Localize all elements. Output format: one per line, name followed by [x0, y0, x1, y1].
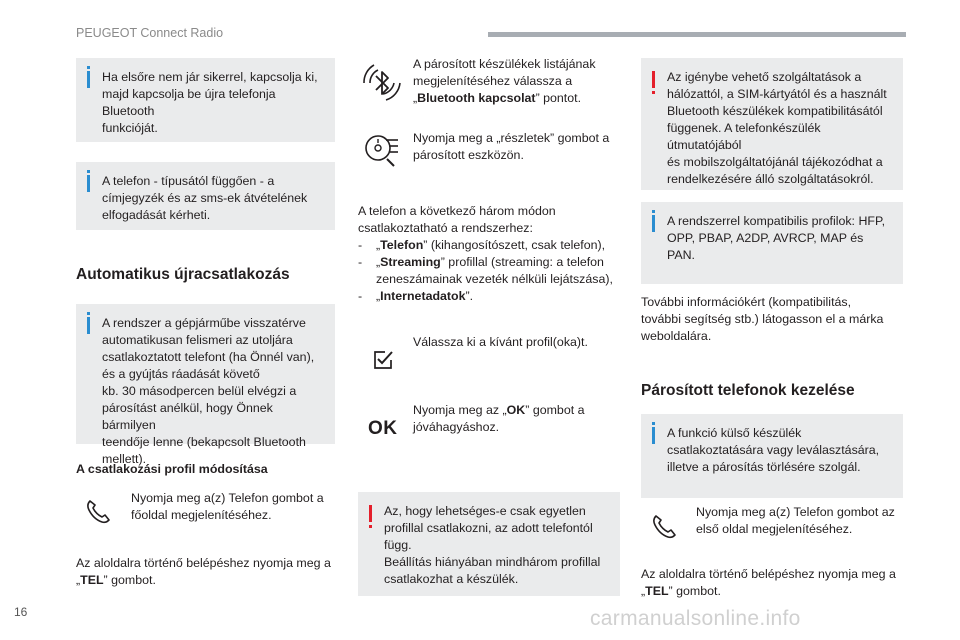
warning-icon [369, 505, 372, 522]
details-icon [362, 130, 402, 170]
details-instruction: Nyomja meg a „részletek” gombot a párosított eszközön. [413, 131, 610, 162]
info-icon [87, 71, 90, 88]
watermark: carmanualsonline.info [590, 607, 801, 630]
info-note-auto-reconnect [76, 304, 335, 466]
warning-icon [652, 71, 655, 88]
warning-note-text: Az igénybe vehető szolgáltatások a hálózattól, a SIM-kártyától és a használt Bluetooth készülékek kompatibilitásától függenek. A telefonkészülék útmutatójából és mobilszolgáltatójánál tájékozódhat a rendelkezésére álló szolgáltatásokról. [667, 70, 887, 186]
info-note-bluetooth-retry [76, 58, 335, 142]
tel-instruction-right [641, 566, 913, 600]
select-profile-instruction: Válassza ki a kívánt profil(oka)t. [413, 335, 588, 349]
page-number: 16 [14, 605, 28, 619]
section-heading-auto-reconnect: Automatikus újracsatlakozás [76, 266, 290, 283]
phone-icon [650, 512, 678, 540]
phone-button-instruction: Nyomja meg a(z) Telefon gombot a főoldal megjelenítéséhez. [131, 491, 324, 522]
profile-item: - „Internetadatok”. [358, 288, 620, 305]
info-note-text: A rendszerrel kompatibilis profilok: HFP, OPP, PBAP, A2DP, AVRCP, MAP és PAN. [667, 214, 886, 262]
warning-note-profiles [358, 492, 620, 596]
tel-bold: TEL [645, 584, 669, 598]
info-note-manage-pairing [641, 414, 903, 498]
ok-icon: OK [368, 418, 398, 439]
more-info-text: További információkért (kompatibilitás, további segítség stb.) látogasson el a márka weboldalára. [641, 295, 884, 343]
tel-text-prefix: Az aloldalra történő belépéshez nyomja meg a „ [641, 567, 896, 598]
profiles-list [358, 237, 620, 305]
info-icon [652, 215, 655, 232]
info-note-compatible-profiles [641, 202, 903, 284]
info-icon [87, 175, 90, 192]
bt-bold: Bluetooth kapcsolat [417, 91, 536, 105]
info-note-contacts [76, 162, 335, 230]
bt-suffix: ” pontot. [535, 91, 582, 105]
info-note-text: A funkció külső készülék csatlakoztatására vagy leválasztására, illetve a párosítás törlésére szolgál. [667, 426, 880, 474]
info-note-text: A telefon - típusától függően - a címjegyzék és az sms-ek átvételének elfogadását kérheti. [102, 174, 308, 222]
ok-instruction [413, 402, 618, 436]
ok-bold: OK [506, 403, 526, 417]
tel-text-prefix: Az aloldalra történő belépéshez nyomja meg a „ [76, 556, 331, 587]
warning-note-services [641, 58, 903, 190]
subheading-profile-change: A csatlakozási profil módosítása [76, 462, 268, 476]
header-bar [488, 32, 906, 37]
profile-item: - „Streaming” profillal (streaming: a telefon zeneszámainak vezeték nélküli lejátszása), [358, 254, 620, 288]
tel-bold: TEL [80, 573, 104, 587]
bt-prefix: A párosított készülékek listájának megjelenítéséhez válassza a „ [413, 57, 596, 105]
bluetooth-icon [360, 61, 404, 105]
profiles-intro: A telefon a következő három módon csatlakoztatható a rendszerhez: [358, 204, 556, 235]
checkbox-icon [372, 349, 394, 371]
bluetooth-connection-instruction [413, 56, 618, 107]
info-note-text: Ha elsőre nem jár sikerrel, kapcsolja ki, majd kapcsolja be újra telefonja Bluetooth funkcióját. [102, 70, 318, 135]
phone-button-instruction-right: Nyomja meg a(z) Telefon gombot az első oldal megjelenítéséhez. [696, 505, 895, 536]
info-icon [87, 317, 90, 334]
ok-prefix: Nyomja meg az „ [413, 403, 507, 417]
profile-item: - „Telefon” (kihangosítószett, csak telefon), [358, 237, 620, 254]
info-note-text: A rendszer a gépjárműbe visszatérve automatikusan felismeri az utoljára csatlakoztatott telefont (ha Önnél van), és a gyújtás ráadását követő kb. 30 másodpercen belül elvégzi a párosítást anélkül, hogy Önnek bármilyen teendője lenne (bekapcsolt Bluetooth mellett). [102, 316, 315, 466]
tel-instruction [76, 555, 346, 589]
tel-text-suffix: ” gombot. [103, 573, 156, 587]
section-heading-paired-phones: Párosított telefonok kezelése [641, 382, 855, 399]
warning-note-text: Az, hogy lehetséges-e csak egyetlen profillal csatlakozni, az adott telefontól függ. Beállítás hiányában mindhárom profillal csatlakozhat a készülék. [384, 504, 601, 586]
info-icon [652, 427, 655, 444]
tel-text-suffix: ” gombot. [668, 584, 721, 598]
ok-suffix: ” gombot a jóváhagyáshoz. [413, 403, 585, 434]
phone-icon [84, 497, 112, 525]
running-header: PEUGEOT Connect Radio [76, 26, 224, 40]
